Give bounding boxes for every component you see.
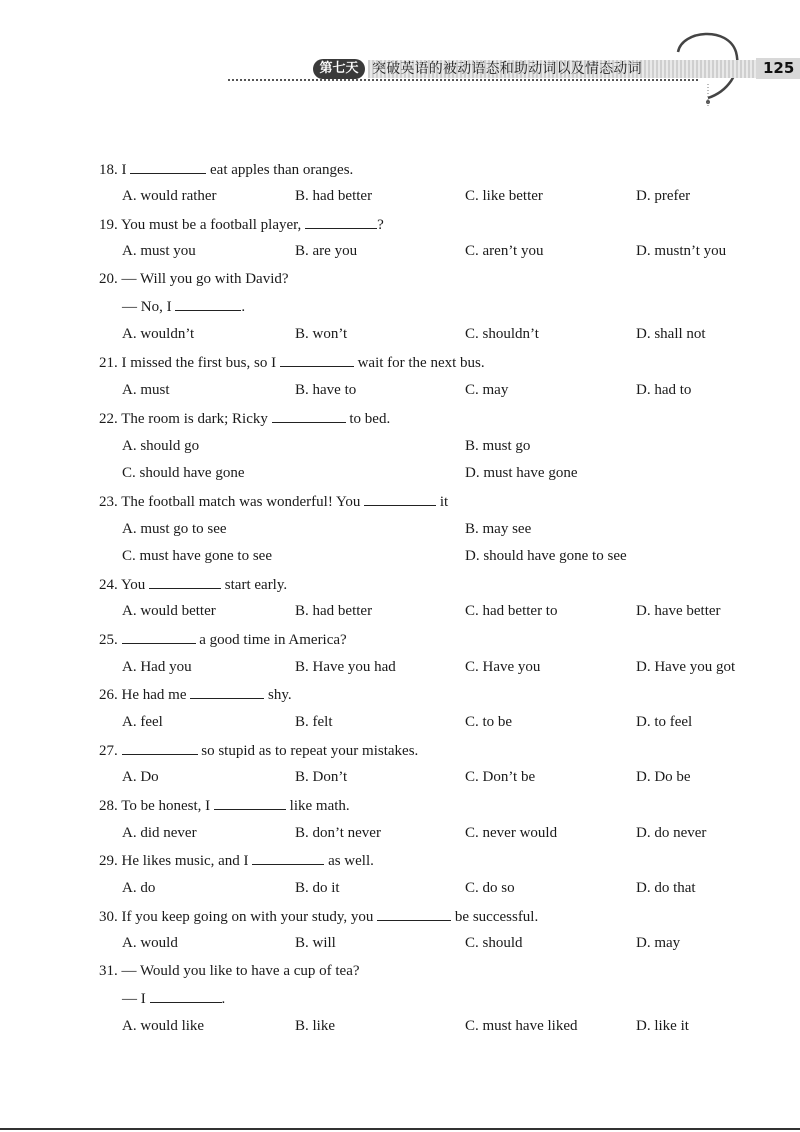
question-number: 18. <box>99 162 118 178</box>
question-number: 24. <box>99 577 118 593</box>
option-a: A. Do <box>122 769 159 785</box>
option-d: D. must have gone <box>465 465 578 481</box>
option-a: A. do <box>122 880 156 896</box>
bottom-rule <box>0 1128 800 1130</box>
question-number: 29. <box>99 853 118 869</box>
option-b: B. Have you had <box>295 659 396 675</box>
option-d: D. prefer <box>636 188 691 204</box>
option-a: A. would <box>122 935 178 951</box>
question-text: so stupid as to repeat your mistakes. <box>197 743 419 759</box>
answer-blank <box>150 988 222 1003</box>
option-b: B. are you <box>295 243 358 259</box>
header-dotted-rule <box>228 79 698 81</box>
question-29 <box>99 850 374 871</box>
answer-blank <box>305 214 377 229</box>
question-number: 27. <box>99 743 118 759</box>
question-text: a good time in America? <box>195 632 347 648</box>
option-d: D. Have you got <box>636 659 736 675</box>
question-text: eat apples than oranges. <box>206 162 354 178</box>
question-30 <box>99 906 538 927</box>
question-text: To be honest, I <box>121 798 214 814</box>
option-c: C. to be <box>465 714 513 730</box>
question-25 <box>99 629 347 650</box>
option-b: B. do it <box>295 880 340 896</box>
option-d: D. should have gone to see <box>465 548 627 564</box>
question-24 <box>99 574 287 595</box>
question-31 <box>99 961 360 981</box>
option-c: C. never would <box>465 825 558 841</box>
question-text: I <box>121 162 131 178</box>
question-text: to bed. <box>345 411 391 427</box>
option-a: A. Had you <box>122 659 192 675</box>
question-text: — Would you like to have a cup of tea? <box>121 963 360 979</box>
question-number: 26. <box>99 687 118 703</box>
answer-blank <box>122 740 198 755</box>
answer-blank <box>175 296 241 311</box>
option-d: D. had to <box>636 382 692 398</box>
question-text: The room is dark; Ricky <box>121 411 272 427</box>
question-19 <box>99 214 384 235</box>
option-a: A. should go <box>122 438 200 454</box>
option-d: D. Do be <box>636 769 691 785</box>
option-a: A. must you <box>122 243 196 259</box>
question-26 <box>99 684 292 705</box>
question-text: He had me <box>121 687 191 703</box>
question-text: If you keep going on with your study, you <box>121 909 378 925</box>
option-b: B. don’t never <box>295 825 381 841</box>
question-number: 22. <box>99 411 118 427</box>
reply-text: . <box>241 299 246 315</box>
answer-blank <box>122 629 196 644</box>
question-text: like math. <box>285 798 350 814</box>
option-c: C. do so <box>465 880 515 896</box>
question-28 <box>99 795 350 816</box>
question-text: as well. <box>324 853 374 869</box>
reply-text: — I <box>122 991 150 1007</box>
question-text: start early. <box>221 577 288 593</box>
option-d: D. shall not <box>636 326 706 342</box>
question-27 <box>99 740 418 761</box>
question-text: ? <box>377 217 384 233</box>
question-text: You must be a football player, <box>120 217 306 233</box>
question-18 <box>99 159 353 180</box>
question-text: I missed the first bus, so I <box>121 355 280 371</box>
question-number: 31. <box>99 963 118 979</box>
option-c: C. may <box>465 382 509 398</box>
question-20-reply <box>122 296 245 317</box>
option-c: C. must have liked <box>465 1018 578 1034</box>
option-c: C. aren’t you <box>465 243 544 259</box>
option-d: D. do that <box>636 880 696 896</box>
answer-blank <box>130 159 206 174</box>
option-c: C. shouldn’t <box>465 326 539 342</box>
answer-blank <box>190 684 264 699</box>
answer-blank <box>280 352 354 367</box>
question-text: — Will you go with David? <box>121 271 289 287</box>
question-number: 25. <box>99 632 118 648</box>
question-23 <box>99 491 448 512</box>
option-a: A. would rather <box>122 188 217 204</box>
option-c: C. should have gone <box>122 465 245 481</box>
option-c: C. Have you <box>465 659 541 675</box>
option-b: B. won’t <box>295 326 348 342</box>
option-b: B. felt <box>295 714 333 730</box>
question-text: You <box>120 577 150 593</box>
reply-text: — No, I <box>122 299 176 315</box>
page-number: 125 <box>763 59 795 77</box>
question-number: 30. <box>99 909 118 925</box>
option-d: D. have better <box>636 603 721 619</box>
option-b: B. have to <box>295 382 357 398</box>
question-number: 20. <box>99 271 118 287</box>
option-d: D. do never <box>636 825 707 841</box>
question-31-reply <box>122 988 225 1009</box>
question-text: be successful. <box>451 909 539 925</box>
option-d: D. to feel <box>636 714 693 730</box>
question-20 <box>99 269 289 289</box>
question-text: The football match was wonderful! You <box>121 494 365 510</box>
option-b: B. Don’t <box>295 769 348 785</box>
option-d: D. may <box>636 935 681 951</box>
option-a: A. did never <box>122 825 197 841</box>
chapter-title: 突破英语的被动语态和助动词以及情态动词 <box>372 61 642 77</box>
question-text: shy. <box>264 687 292 703</box>
answer-blank <box>364 491 436 506</box>
option-c: C. had better to <box>465 603 558 619</box>
answer-blank <box>252 850 324 865</box>
option-a: A. would better <box>122 603 216 619</box>
option-b: B. had better <box>295 188 373 204</box>
option-a: A. would like <box>122 1018 205 1034</box>
option-a: A. feel <box>122 714 163 730</box>
question-number: 19. <box>99 217 118 233</box>
question-number: 21. <box>99 355 118 371</box>
option-c: C. Don’t be <box>465 769 536 785</box>
option-d: D. mustn’t you <box>636 243 727 259</box>
option-b: B. will <box>295 935 336 951</box>
question-21 <box>99 352 485 373</box>
option-a: A. wouldn’t <box>122 326 195 342</box>
answer-blank <box>377 906 451 921</box>
answer-blank <box>272 408 346 423</box>
option-a: A. must <box>122 382 170 398</box>
option-a: A. must go to see <box>122 521 227 537</box>
option-b: B. like <box>295 1018 335 1034</box>
option-d: D. like it <box>636 1018 689 1034</box>
question-text: He likes music, and I <box>121 853 253 869</box>
question-text: wait for the next bus. <box>353 355 485 371</box>
answer-blank <box>149 574 221 589</box>
option-b: B. had better <box>295 603 373 619</box>
option-b: B. must go <box>465 438 531 454</box>
option-c: C. like better <box>465 188 543 204</box>
option-c: C. must have gone to see <box>122 548 272 564</box>
day-badge: 第七天 <box>313 59 365 79</box>
option-b: B. may see <box>465 521 532 537</box>
page-header <box>0 0 800 110</box>
option-c: C. should <box>465 935 523 951</box>
question-number: 23. <box>99 494 118 510</box>
question-number: 28. <box>99 798 118 814</box>
reply-text: . <box>221 991 226 1007</box>
answer-blank <box>214 795 286 810</box>
question-text: it <box>436 494 449 510</box>
question-22 <box>99 408 390 429</box>
